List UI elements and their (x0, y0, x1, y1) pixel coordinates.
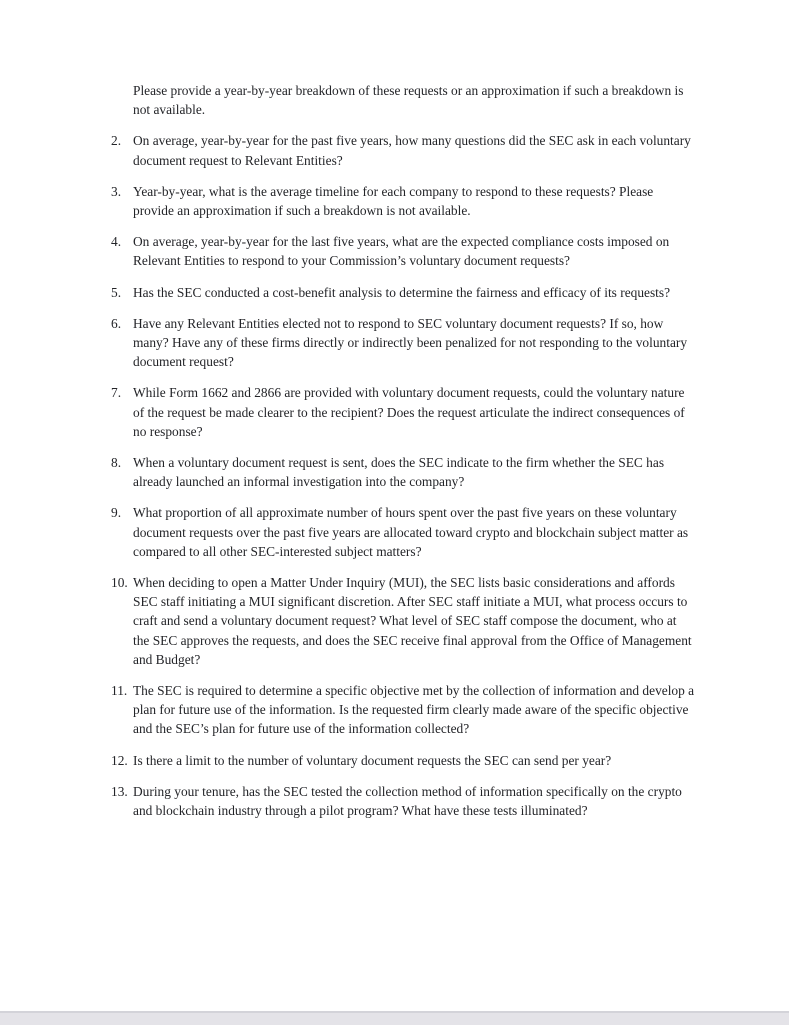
item-number: 11. (111, 683, 128, 699)
item-number: 4. (111, 234, 122, 250)
list-item (111, 681, 695, 739)
item-text: What proportion of all approximate number of hours spent over the past five years on these voluntary document requests over the past five years are allocated toward crypto and blockchain subject matter as compared to all other SEC-interested subject matters? (133, 505, 689, 559)
item-number: 10. (111, 575, 128, 591)
list-item (111, 503, 695, 561)
item-number: 5. (111, 284, 122, 300)
question-list (111, 131, 695, 820)
list-item (111, 573, 695, 669)
item-text: Have any Relevant Entities elected not to respond to SEC voluntary document requests? If so, how many? Have any of these firms directly or indirectly been penalized for not responding to the voluntary document request? (133, 315, 688, 370)
item-number: 9. (111, 505, 122, 521)
list-item (111, 131, 695, 169)
list-item (111, 283, 695, 302)
item-text: Year-by-year, what is the average timeline for each company to respond to these requests? Please provide an approximation if such a breakdown is not available. (133, 183, 654, 219)
document-content (111, 81, 695, 832)
page-gap (0, 1011, 789, 1025)
continuation-paragraph: Please provide a year-by-year breakdown of these requests or an approximation if such a breakdown is not available. (133, 83, 684, 118)
list-item (111, 751, 695, 770)
item-text: On average, year-by-year for the last five years, what are the expected compliance costs imposed on Relevant Entities to respond to your Commission’s voluntary document requests? (133, 234, 670, 269)
list-item (111, 182, 695, 220)
item-number: 3. (111, 183, 122, 199)
item-text: The SEC is required to determine a specific objective met by the collection of information and develop a plan for future use of the information. Is the requested firm clearly made aware of the specific objective and the SEC’s plan for future use of the information collected? (133, 683, 695, 737)
list-item (111, 314, 695, 372)
item-text: While Form 1662 and 2866 are provided with voluntary document requests, could the voluntary nature of the request be made clearer to the recipient? Does the request articulate the indirect consequences of no response? (133, 385, 685, 439)
list-item (111, 453, 695, 491)
item-text: When deciding to open a Matter Under Inquiry (MUI), the SEC lists basic considerations and affords SEC staff initiating a MUI significant discretion. After SEC staff initiate a MUI, what process occurs to craft and send a voluntary document request? What level of SEC staff compose the document, who at the SEC approves the requests, and does the SEC receive final approval from the Office of Management and Budget? (133, 575, 692, 667)
item-text: Is there a limit to the number of voluntary document requests the SEC can send per year? (133, 752, 612, 768)
list-item (111, 383, 695, 441)
item-number: 13. (111, 783, 128, 799)
list-item (111, 782, 695, 820)
item-text: When a voluntary document request is sent, does the SEC indicate to the firm whether the SEC has already launched an informal investigation into the company? (133, 455, 665, 490)
item-text: Has the SEC conducted a cost-benefit analysis to determine the fairness and efficacy of its requests? (133, 284, 671, 300)
item-text: During your tenure, has the SEC tested the collection method of information specifically on the crypto and blockchain industry through a pilot program? What have these tests illuminated? (133, 783, 682, 819)
item-text: On average, year-by-year for the past five years, how many questions did the SEC ask in each voluntary document request to Relevant Entities? (133, 133, 691, 168)
item-number: 2. (111, 133, 122, 149)
list-item (111, 232, 695, 270)
item-number: 8. (111, 455, 122, 471)
item-number: 6. (111, 315, 122, 331)
item-number: 7. (111, 385, 122, 401)
item-number: 12. (111, 752, 128, 768)
